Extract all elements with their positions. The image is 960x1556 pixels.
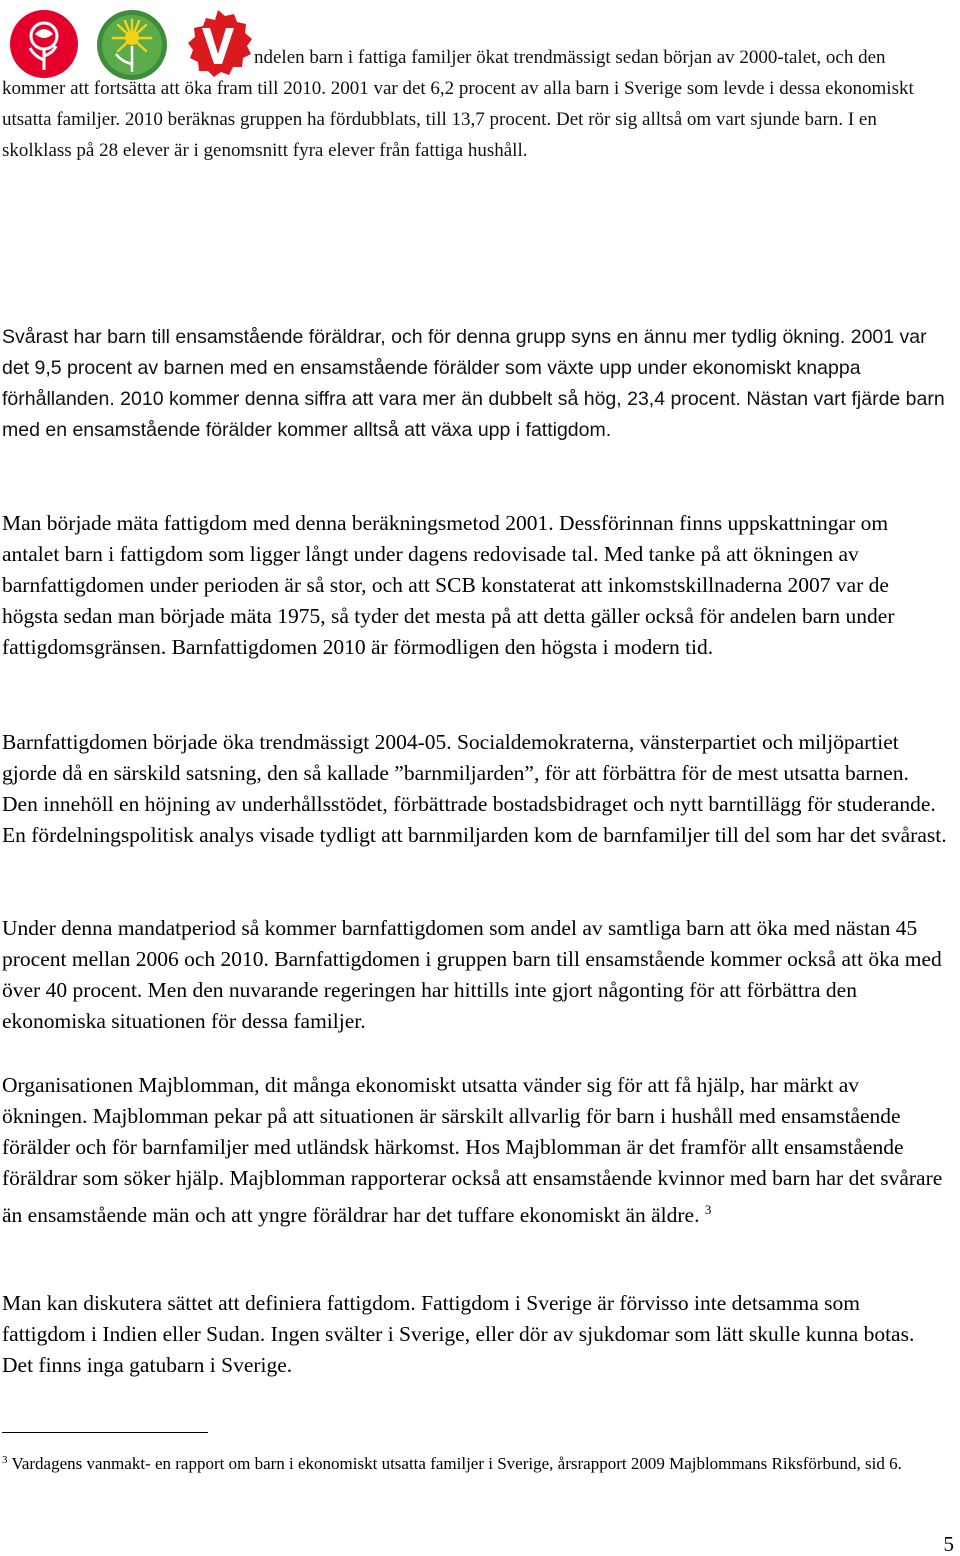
paragraph-single-parents: Svårast har barn till ensamstående föräldrar, och för denna grupp syns en ännu mer tydlig ökning. 2001 var det 9,5 procent av barnen med en ensamstående förälder som växte upp under ekonomiskt knappa förhållanden. 2010 kommer denna siffra att vara mer än dubbelt så hög, 23,4 procent. Nästan vart fjärde barn med en ensamstående förälder kommer alltså att växa upp i fattigdom. [2,326,945,441]
footnote-separator [2,1432,208,1433]
paragraph-barnmiljarden: Barnfattigdomen började öka trendmässigt 2004-05. Socialdemokraterna, vänsterpartiet och miljöpartiet gjorde då en särskild satsning, den så kallade ”barnmiljarden”, för att förbättra för de mest utsatta barnen. Den innehöll en höjning av underhållsstödet, förbättrade bostadsbidraget och nytt barntillägg för studerande. En fördelningspolitisk analys visade tydligt att barnmiljarden kom de barnfamiljer till del som har det svårast. [2,730,947,847]
paragraph-definition: Man kan diskutera sättet att definiera fattigdom. Fattigdom i Sverige är förvisso inte detsamma som fattigdom i Indien eller Sudan. Ingen svälter i Sverige, eller dör av sjukdomar som lätt skulle kunna botas. Det finns inga gatubarn i Sverige. [2,1291,915,1377]
footnote-reference[interactable]: 3 [704,1202,712,1217]
intro-text: ndelen barn i fattiga familjer ökat trendmässigt sedan början av 2000-talet, och den kommer att fortsätta att öka fram till 2010. 2001 var det 6,2 procent av alla barn i Sverige som levde i dessa ekonomiskt utsatta familjer. 2010 beräknas gruppen ha fördubblats, till 13,7 procent. Det rör sig alltså om vart sjunde barn. I en skolklass på 28 elever är i genomsnitt fyra elever från fattiga hushåll. [2,47,914,161]
paragraph-measurement: Man började mäta fattigdom med denna beräkningsmetod 2001. Dessförinnan finns uppskattningar om antalet barn i fattigdom som ligger långt under dagens redovisade tal. Med tanke på att ökningen av barnfattigdomen under perioden är så stor, och att SCB konstaterat att inkomstskillnaderna 2007 var de högsta sedan man började mäta 1975, så tyder det mesta på att detta gäller också för andelen barn under fattigdomsgränsen. Barnfattigdomen 2010 är förmodligen den högsta i modern tid. [2,511,895,659]
majblomman-text: Organisationen Majblomman, dit många ekonomiskt utsatta vänder sig för att få hjälp, har märkt av ökningen. Majblomman pekar på att situationen är särskilt allvarlig för barn i hushåll med ensamstående förälder och för barnfamiljer med utländsk härkomst. Hos Majblomman är det framför allt ensamstående föräldrar som söker hjälp. Majblomman rapporterar också att ensamstående kvinnor med barn har det svårare än ensamstående män och att yngre föräldrar har det tuffare ekonomiskt än äldre. [2,1073,943,1227]
footnote-number: 3 [2,1454,8,1466]
footnote [2,1449,948,1475]
page-number: 5 [943,1532,954,1556]
intro-paragraph [2,42,942,166]
paragraph-majblomman [2,1070,948,1231]
paragraph-mandate-period: Under denna mandatperiod så kommer barnfattigdomen som andel av samtliga barn att öka med nästan 45 procent mellan 2006 och 2010. Barnfattigdomen i gruppen barn till ensamstående kommer också att öka med över 40 procent. Men den nuvarande regeringen har hittills inte gjort någonting för att förbättra den ekonomiska situationen för dessa familjer. [2,916,942,1033]
footnote-text: Vardagens vanmakt- en rapport om barn i ekonomiskt utsatta familjer i Sverige, årsrapport 2009 Majblommans Riksförbund, sid 6. [11,1454,902,1473]
